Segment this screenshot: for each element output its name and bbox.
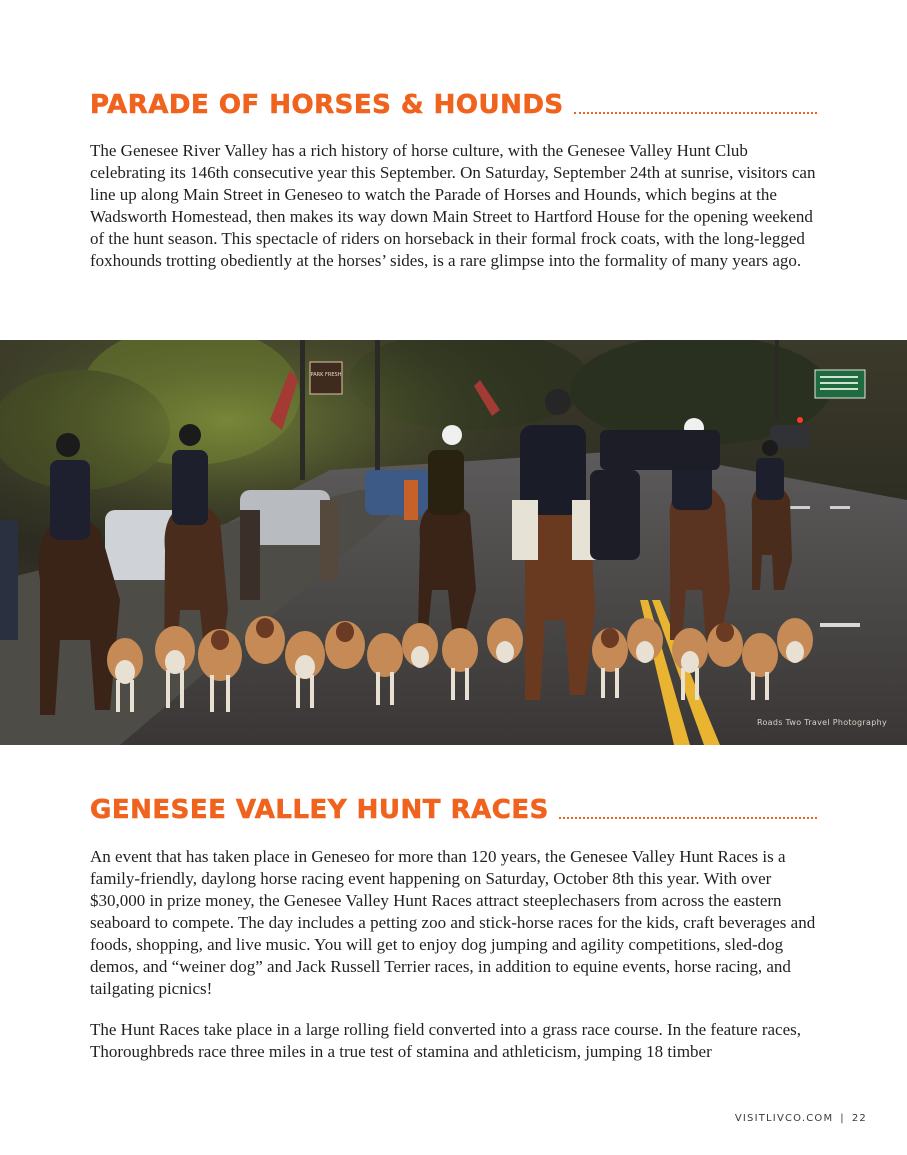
- page-number: 22: [851, 1113, 867, 1124]
- page-footer: [735, 1113, 867, 1124]
- section-heading-parade: [90, 90, 817, 120]
- hunt-races-paragraph-2: The Hunt Races take place in a large rolling field converted into a grass race course. In the feature races, Thoroughbreds race three miles in a true test of stamina and athleticism, jumping 18 timber: [90, 1020, 802, 1061]
- footer-separator: |: [840, 1113, 845, 1124]
- park-sign-text: PARK FRESH: [310, 372, 342, 378]
- hunt-races-paragraph-1: An event that has taken place in Geneseo for more than 120 years, the Genesee Valley Hunt Races is a family-friendly, daylong horse racing event happening on Saturday, October 8th this year. With over $30,000 in prize money, the Genesee Valley Hunt Races attract steeplechasers from across the eastern seaboard to compete. The day includes a petting zoo and stick-horse races for the kids, craft beverages and foods, shopping, and live music. You will get to enjoy dog jumping and agility competitions, sled-dog demos, and “weiner dog” and Jack Russell Terrier races, in addition to equine events, horse racing, and tailgating picnics!: [90, 847, 816, 998]
- heading-dotted-rule: [559, 817, 817, 819]
- park-sign: [310, 362, 342, 394]
- parade-photo-illustration: [0, 340, 907, 745]
- parade-paragraph: The Genesee River Valley has a rich history of horse culture, with the Genesee Valley Hunt Club celebrating its 146th consecutive year this September. On Saturday, September 24th at sunrise, visitors can line up along Main Street in Geneseo to watch the Parade of Horses and Hounds, which begins at the Wadsworth Homestead, then makes its way down Main Street to Hartford House for the opening weekend of the hunt season. This spectacle of riders on horseback in their formal frock coats, with the long-legged foxhounds trotting obediently at the horses’ sides, is a rare glimpse into the formality of many years ago.: [90, 141, 816, 270]
- footer-site-link[interactable]: VISITLIVCO.COM: [734, 1113, 834, 1124]
- section-heading-hunt-races: [90, 795, 817, 825]
- heading-hunt-races-title: GENESEE VALLEY HUNT RACES: [90, 795, 549, 825]
- photo-credit: Roads Two Travel Photography: [756, 718, 887, 727]
- heading-parade-title: PARADE OF HORSES & HOUNDS: [90, 90, 564, 120]
- heading-dotted-rule: [574, 112, 817, 114]
- parade-photo: [0, 340, 907, 745]
